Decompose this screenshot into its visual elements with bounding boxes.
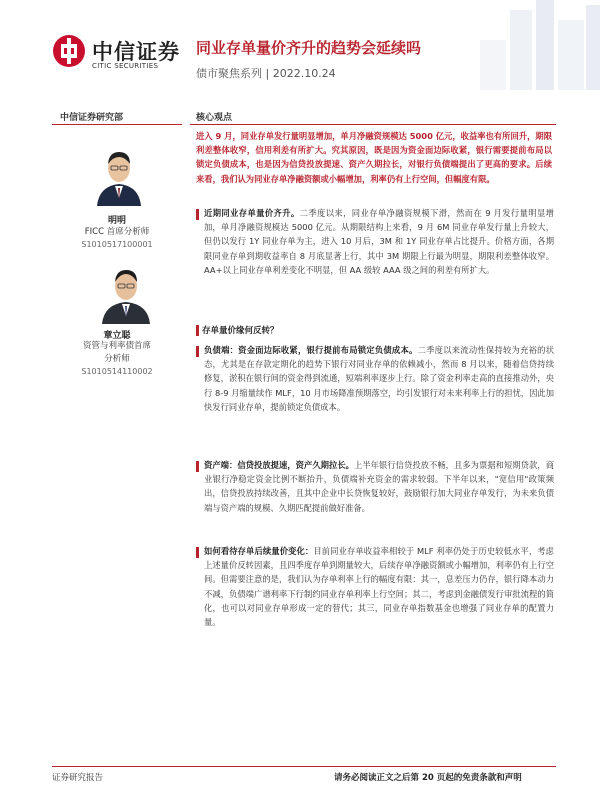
footer-left-text: 证券研究报告: [52, 773, 104, 783]
paragraph-head: 近期同业存单量价齐升。: [204, 208, 300, 218]
analyst-title-1: FICC 首席分析师: [84, 227, 150, 237]
divider-right: [190, 124, 556, 125]
report-title: 同业存单量价齐升的趋势会延续吗: [196, 39, 422, 57]
analyst-photo-1: [91, 142, 147, 206]
footer-divider: [52, 766, 556, 767]
citic-securities-logo: [52, 34, 192, 76]
paragraph-head: 如何看待存单后续量价变化：: [204, 546, 314, 556]
section-marker: [196, 325, 199, 336]
question-heading: 存单量价缘何反转？: [202, 326, 279, 336]
analyst-name-2: 章立聪: [103, 331, 131, 341]
paragraph-head: 负债端：资金面边际收紧，银行提前布局锁定负债成本。: [204, 345, 418, 355]
citic-logo-icon: [52, 34, 86, 68]
report-subtitle: 债市聚焦系列 | 2022.10.24: [196, 67, 336, 80]
core-viewpoint-label: 核心观点: [196, 113, 233, 123]
analyst-name-1: 明明: [107, 216, 126, 226]
paragraph-asset-side: [204, 458, 554, 515]
paragraph-body: 二季度以来流动性保持较为充裕的状态，尤其是在存款定期化的趋势下银行对同业存单的依赖减小，然而 8 月以来，随着信贷持续修复，淤积在银行间的资金得到流通，短端利率逐步上行。除了资金利率走高的直接推动外，央行 8-9 月缩量续作 MLF，10 月市场降准预期落空，均引发银行对未来利率上行的担忧，因此加快发行同业存单，提前锁定负债成本。: [204, 345, 554, 412]
paragraph-liability-side: [204, 343, 554, 414]
paragraph-head: 资产端：信贷投放提速，资产久期拉长。: [204, 460, 355, 470]
paragraph-body: 目前同业存单收益率相较于 MLF 利率仍处于历史较低水平，考虑上述量价反转因素，且四季度存单到期量较大，后续存单净融资额或小幅增加，利率仍有上行空间。但需要注意的是，我们认为存单利率上行的幅度有限：其一，息差压力仍存，银行降本动力不减，负债端广谱利率下行制约同业存单利率上行空间；其二，考虑到金融债发行审批流程的简化，也可以对同业存单形成一定的替代；其三，同业存单指数基金也增强了同业存单的配置力量。: [204, 546, 554, 628]
header-background-image: [400, 0, 600, 90]
analyst-code-2: S1010514110002: [81, 367, 153, 376]
paragraph-outlook: [204, 544, 554, 629]
paragraph-body: 二季度以来，同业存单净融资规模下滑，然而在 9 月发行量明显增加，单月净融资规模达 5000 亿元。从期限结构上来看，9 月 6M 同业存单发行量上升较大，但仍以发行 1Y 同业存单为主，进入 10 月后，3M 和 1Y 同业存单占比提升。价格方面，各期限同业存单到期收益率自 8 月底显著上行，其中 3M 期限上行最为明显，期限利差整体收窄。AA+以上同业存单利差变化不明显，但 AA 级较 AAA 级之间的利差有所扩大。: [204, 208, 554, 275]
logo-text-en: CITIC SECURITIES: [92, 62, 159, 70]
footer-disclaimer-text: 请务必阅读正文之后第 20 页起的免责条款和声明: [334, 773, 522, 783]
summary-paragraph: 进入 9 月，同业存单发行量明显增加，单月净融资规模达 5000 亿元，收益率也有所回升，期限利差整体收窄，信用利差有所扩大。究其原因，既是因为资金面边际收紧，银行需要提前布局以锁定负债成本，也是因为信贷投放提速、资产久期拉长，对银行负债端提出了更高的要求。后续来看，我们认为同业存单净融资额或小幅增加，利率仍有上行空间，但幅度有限。: [196, 131, 552, 184]
analyst-photo-2: [98, 260, 154, 324]
divider-left: [52, 124, 182, 125]
section-marker: [196, 461, 199, 472]
section-marker: [196, 209, 199, 220]
logo-text-cn: 中信证券: [92, 40, 180, 64]
section-marker: [196, 547, 199, 558]
analyst-title-2-line1: 资管与利率债首席: [82, 341, 151, 351]
paragraph-recent-trend: [204, 206, 554, 277]
institute-label: 中信证券研究部: [60, 113, 124, 123]
analyst-code-1: S1010517100001: [81, 240, 153, 249]
paragraph-body: 上半年银行信贷投放不畅，且多为票据和短期贷款，商业银行净稳定资金比例不断抬升，负债端补充资金的需求较弱。下半年以来，"宽信用"政策频出，信贷投放持续改善，且其中企业中长贷恢复较好，鼓励银行加大同业存单发行，为未来负债端与资产端的规模、久期匹配提前做好准备。: [204, 460, 554, 513]
analyst-title-2-line2: 分析师: [104, 354, 130, 364]
section-marker: [196, 346, 199, 357]
